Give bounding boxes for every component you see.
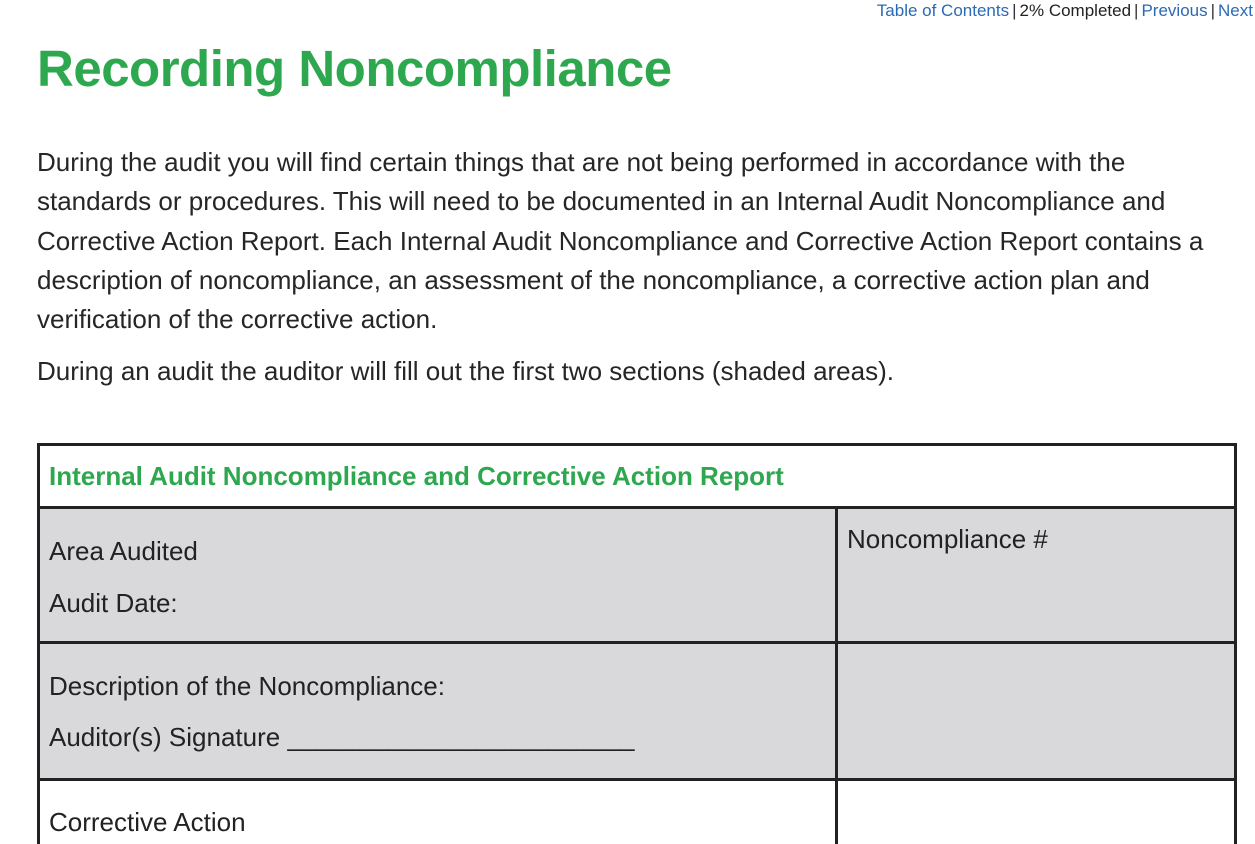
table-of-contents-link[interactable]: Table of Contents	[876, 1, 1010, 20]
report-row-description	[40, 644, 1234, 781]
report-form-table	[37, 443, 1237, 844]
nav-separator: |	[1012, 1, 1017, 20]
noncompliance-number-label: Noncompliance #	[847, 524, 1048, 554]
audit-date-label: Audit Date:	[49, 588, 178, 618]
area-audited-label: Area Audited	[49, 536, 198, 566]
report-row-corrective-action	[40, 781, 1234, 844]
description-right-cell	[838, 644, 1234, 778]
report-title: Internal Audit Noncompliance and Corrective Action Report	[49, 461, 784, 491]
previous-link[interactable]: Previous	[1141, 1, 1208, 20]
nav-separator: |	[1134, 1, 1139, 20]
next-link[interactable]: Next	[1218, 1, 1253, 20]
page-title: Recording Noncompliance	[37, 40, 672, 97]
corrective-action-label: Corrective Action	[49, 807, 246, 837]
corrective-action-right-cell	[838, 781, 1234, 844]
area-audited-cell	[40, 509, 838, 641]
description-label: Description of the Noncompliance:	[49, 671, 445, 701]
corrective-action-cell	[40, 781, 838, 844]
nav-separator: |	[1210, 1, 1216, 20]
intro-paragraph: During the audit you will find certain things that are not being performed in accordance with the standards or procedures. This will need to be documented in an Internal Audit Noncompliance and Corrective Action Report. Each Internal Audit Noncompliance and Corrective Action Report contains a description of noncompliance, an assessment of the noncompliance, a corrective action plan and verification of the corrective action.	[37, 147, 1204, 335]
top-navigation	[877, 1, 1253, 21]
progress-indicator: 2% Completed	[1019, 1, 1132, 20]
report-header-row	[40, 446, 1234, 509]
auditor-signature-label: Auditor(s) Signature ________________________	[49, 722, 635, 752]
description-cell	[40, 644, 838, 778]
instruction-paragraph: During an audit the auditor will fill out the first two sections (shaded areas).	[37, 356, 894, 386]
report-row-area-audited	[40, 509, 1234, 644]
noncompliance-number-cell	[838, 509, 1234, 641]
